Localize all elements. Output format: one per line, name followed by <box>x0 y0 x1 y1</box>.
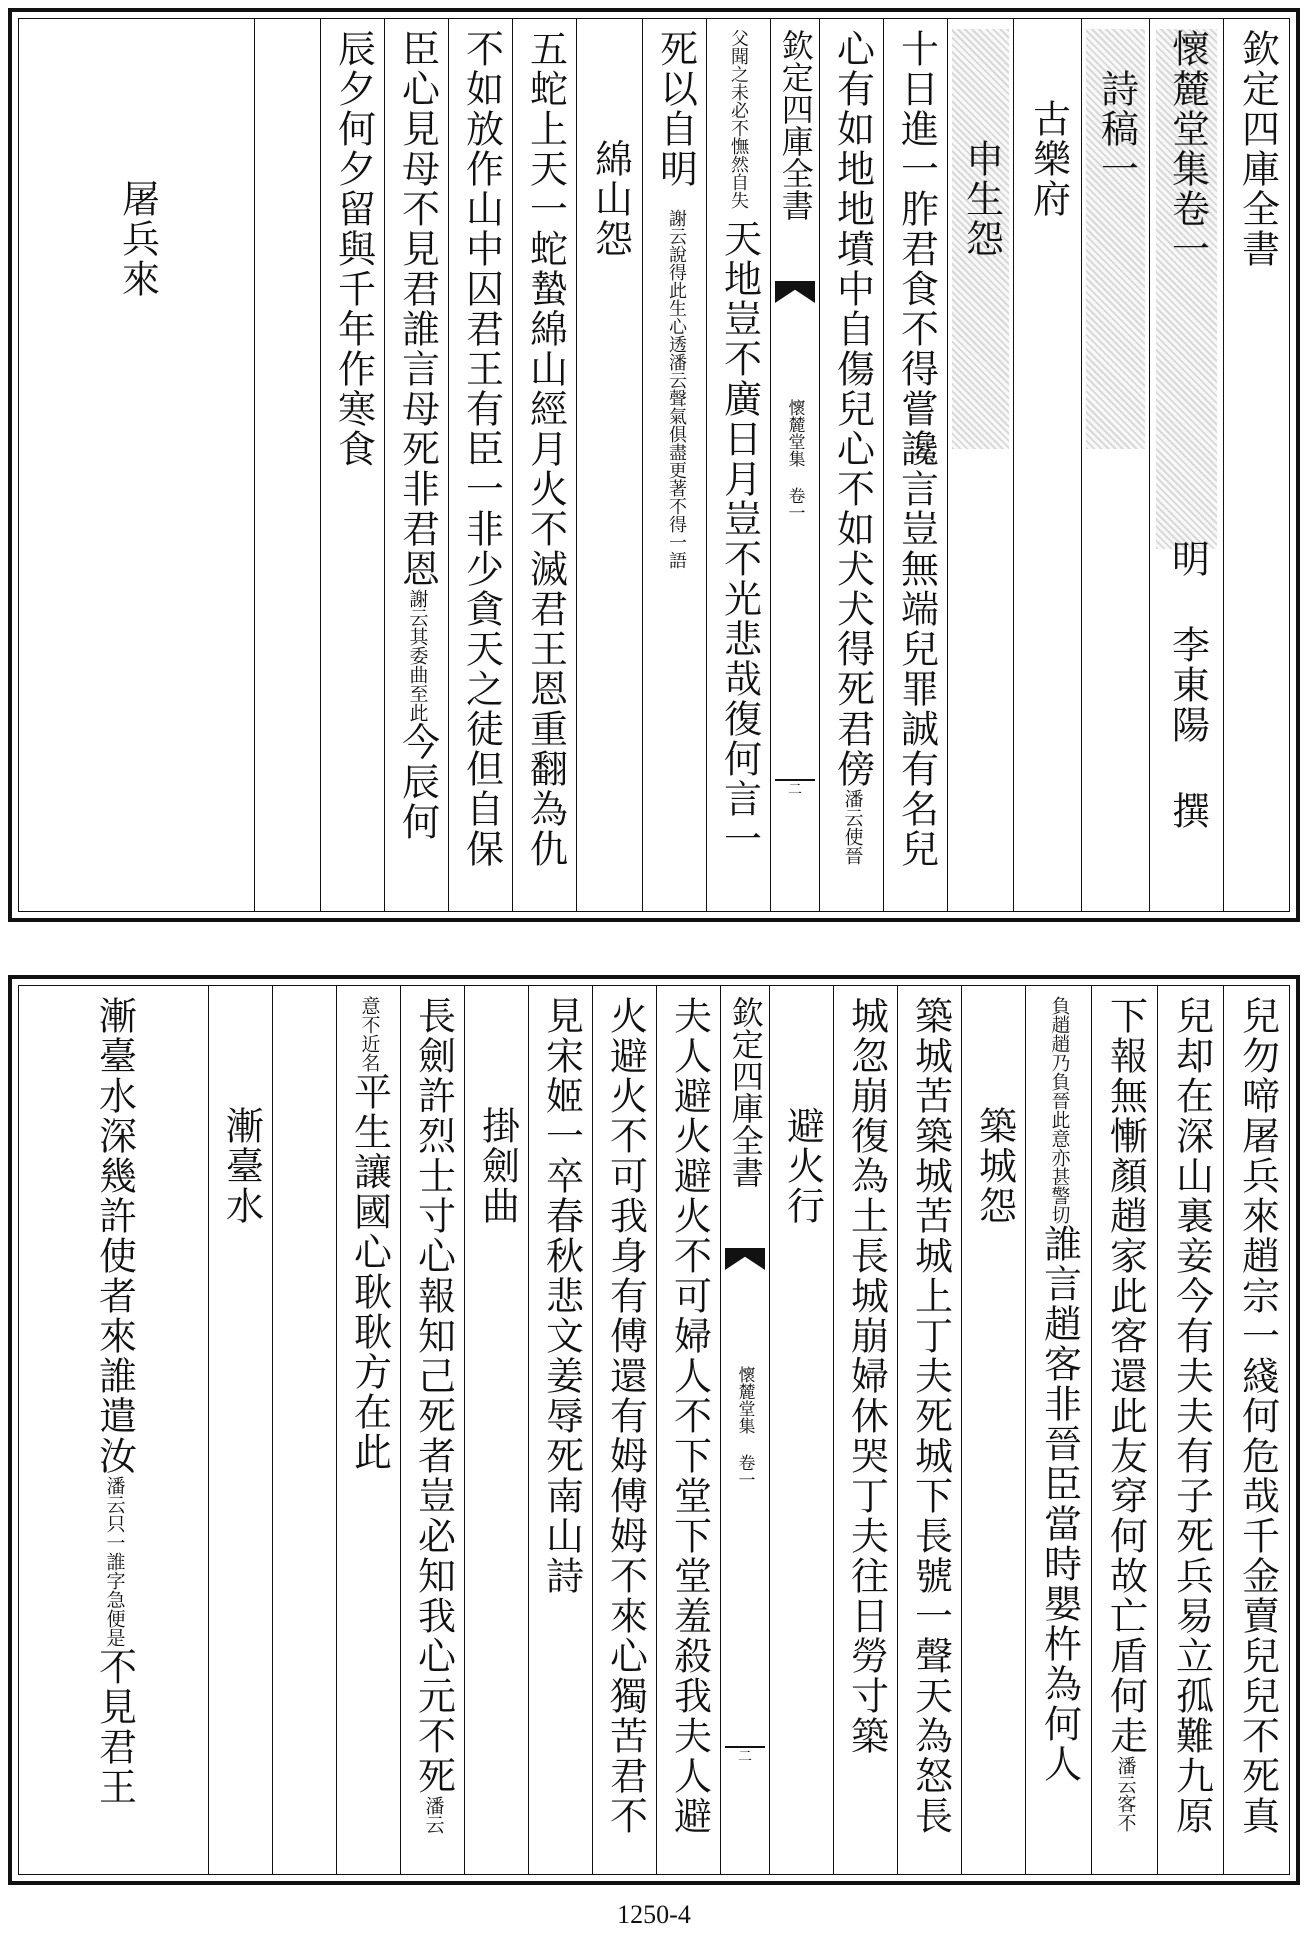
poem-title: 綿山怨 <box>588 139 633 259</box>
poem-line <box>830 29 875 865</box>
column-text <box>336 986 400 1874</box>
column-text <box>883 19 947 911</box>
poem-line <box>347 996 392 1472</box>
poem-line: 死以自明 <box>653 29 698 189</box>
column-text <box>897 986 961 1874</box>
column-text <box>19 986 208 1874</box>
poem-title: 屠兵來 <box>115 179 160 299</box>
poem-line: 十日進一胙君食不得嘗讒言豈無端兒罪誠有名兒 <box>894 29 939 869</box>
poem-line <box>1103 996 1148 1832</box>
commentary-note: 潘云使晉 <box>841 789 864 865</box>
poem-line-text: 臣心見母不見君誰言母死非君恩 <box>395 29 440 589</box>
poem-line <box>1037 996 1082 1784</box>
bottom-page <box>8 975 1300 1885</box>
column-text <box>1091 986 1157 1874</box>
poem-line: 兒却在深山裏妾今有夫夫有子死兵易立孤難九原 <box>1169 996 1214 1836</box>
page-number: 1250-4 <box>617 1900 691 1929</box>
fold-title: 欽定四庫全書 <box>776 29 815 221</box>
poem-title: 避火行 <box>780 1106 825 1226</box>
fold-subtitle: 懷麓堂集 卷一 <box>784 399 805 521</box>
column-poem-title <box>961 986 1025 1874</box>
column-poem2-title <box>576 19 642 911</box>
fold-title: 欽定四庫全書 <box>726 996 765 1188</box>
poem-line-text: 今辰何 <box>395 722 440 842</box>
fold-subtitle: 懷麓堂集 卷一 <box>734 1366 755 1488</box>
author-line: 明 李東陽 撰 <box>1165 539 1210 831</box>
column-blank <box>254 19 320 911</box>
column-section <box>1081 19 1149 911</box>
column-text <box>1025 986 1091 1874</box>
column-poem1-title <box>947 19 1013 911</box>
poem-line <box>395 29 440 842</box>
commentary-note: 潘云只一誰字急便是 <box>103 1476 126 1647</box>
commentary-note: 謝云其委曲至此 <box>406 589 429 722</box>
fishtail-mark <box>725 1248 765 1270</box>
commentary-note: 負趙趙乃負晉此意亦甚警切 <box>1048 996 1071 1224</box>
column-text <box>400 986 464 1874</box>
column-poem-title <box>208 986 272 1874</box>
column-text <box>656 986 720 1874</box>
commentary-note: 父聞之未必不憮然自失 <box>728 29 749 209</box>
poem-line: 辰夕何夕留與千年作寒食 <box>331 29 376 469</box>
column-poem-title <box>464 986 528 1874</box>
poem-line: 火避火不可我身有傅還有姆傅姆不來心獨苦君不 <box>603 996 648 1836</box>
poem-title: 掛劍曲 <box>475 1106 520 1226</box>
column-text <box>448 19 512 911</box>
poem-line <box>411 996 456 1834</box>
column-text <box>819 19 883 911</box>
column-text <box>706 19 770 911</box>
fishtail-mark <box>775 281 815 303</box>
poem-title: 申生怨 <box>959 139 1004 259</box>
poem-line: 天地豈不廣日月豈不光悲哉復何言一 <box>717 219 762 859</box>
column-text <box>320 19 384 911</box>
column-book-title <box>1149 19 1223 911</box>
column-title <box>1223 19 1289 911</box>
volume-title: 懷麓堂集卷一 <box>1165 29 1210 269</box>
sub-section-title: 古樂府 <box>1026 99 1071 219</box>
top-page-columns <box>18 18 1290 912</box>
column-text <box>592 986 656 1874</box>
fold-page-number: 二 <box>738 1749 752 1765</box>
section-label: 詩稿一 <box>1094 69 1139 189</box>
commentary-note: 謝云說得此生心透潘云聲氣俱盡更著不得一語 <box>666 209 687 569</box>
poem-line: 五蛇上天一蛇蟄綿山經月火不滅君王恩重翻為仇 <box>523 29 568 869</box>
poem-line-text: 長劍許烈士寸心報知己死者豈必知我心元不死 <box>411 996 456 1796</box>
column-blank <box>272 986 336 1874</box>
poem-title: 築城怨 <box>972 1106 1017 1226</box>
column-text <box>384 19 448 911</box>
poem-line-text: 漸臺水深幾許使者來誰遣汝 <box>92 996 137 1476</box>
poem-line-text: 心有如地地墳中自傷兒心不如犬犬得死君傍 <box>830 29 875 789</box>
poem-line: 見宋姬一卒春秋悲文姜辱死南山詩 <box>539 996 584 1596</box>
commentary-note: 意不近名 <box>358 996 381 1072</box>
top-page <box>8 8 1300 922</box>
column-text <box>833 986 897 1874</box>
column-text <box>528 986 592 1874</box>
poem-line-text: 不見君王 <box>92 1647 137 1807</box>
fold-page-number: 二 <box>788 782 802 798</box>
book-header-title: 欽定四庫全書 <box>1235 29 1280 269</box>
column-text <box>1157 986 1223 1874</box>
poem-line-text: 下報無慚顏趙家此客還此友穿何故亡盾何走 <box>1103 996 1148 1756</box>
column-text <box>1223 986 1289 1874</box>
poem-line: 城忽崩復為土長城崩婦休哭丁夫往日勞寸築 <box>844 996 889 1756</box>
poem-line-text: 平生讓國心耿耿方在此 <box>347 1072 392 1472</box>
poem-line: 不如放作山中囚君王有臣一非少貪天之徒但自保 <box>459 29 504 869</box>
poem-line <box>92 996 137 1807</box>
fold-column <box>720 986 769 1874</box>
poem-line-text: 誰言趙客非晉臣當時嬰杵為何人 <box>1037 1224 1082 1784</box>
column-subsection <box>1013 19 1081 911</box>
poem-line: 兒勿啼屠兵來趙宗一綫何危哉千金賣兒兒不死真 <box>1235 996 1280 1836</box>
poem-title: 漸臺水 <box>219 1106 264 1226</box>
column-poem-title <box>769 986 833 1874</box>
poem-line: 夫人避火避火不可婦人不下堂下堂羞殺我夫人避 <box>667 996 712 1836</box>
column-poem3-title <box>19 19 254 911</box>
commentary-note: 潘云 <box>422 1796 445 1834</box>
poem-line: 築城苦築城苦城上丁夫死城下長號一聲天為怒長 <box>908 996 953 1836</box>
commentary-note: 潘云客不 <box>1114 1756 1137 1832</box>
column-text <box>512 19 576 911</box>
column-text <box>642 19 706 911</box>
bottom-page-columns <box>18 985 1290 1875</box>
fold-column <box>770 19 819 911</box>
